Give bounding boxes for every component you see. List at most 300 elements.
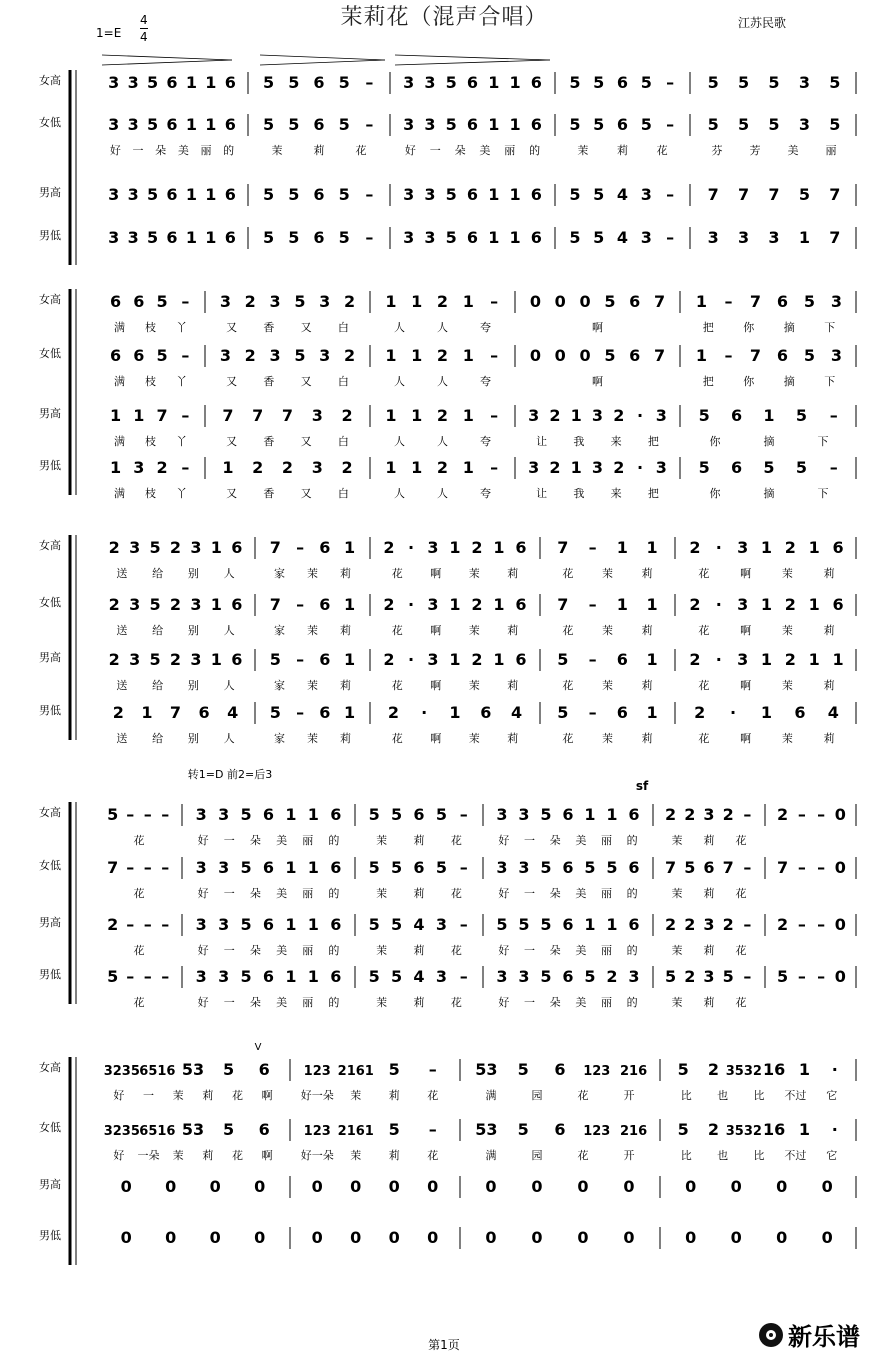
note: 2 [471,538,483,557]
note: 53 [475,1060,498,1079]
note: 1 [449,703,461,722]
note: – [428,1060,437,1079]
lyric-syllable: 的 [328,944,340,957]
note: 6516 [139,1064,176,1079]
note: – [817,915,826,934]
lyric-syllable: 花 [450,944,462,957]
note: 1 [210,538,222,557]
lyric-syllable: 好 [404,144,416,157]
note: 0 [834,858,846,877]
note: 1 [462,458,474,477]
note: 5 [593,228,605,247]
lyric-syllable: 比 [753,1089,765,1102]
note: 5 [388,1120,400,1139]
note: – [797,915,806,934]
lyric-syllable: 一 [132,144,144,157]
note: 2 [471,650,483,669]
note: 6 [562,858,574,877]
note: 6 [515,595,527,614]
note: 1 [695,292,708,311]
lyric-syllable: 丽 [601,887,612,900]
note: 2 [108,595,120,614]
lyric-syllable: 莉 [413,834,425,847]
lyric-syllable: 也 [717,1089,729,1102]
lyric-syllable: 夸 [480,487,491,500]
note: 3 [133,458,145,477]
note: 2 [694,703,706,722]
lyric-syllable: 美 [575,944,587,957]
note: 5 [557,650,569,669]
lyric-syllable: 丽 [302,996,314,1009]
note: 6 [466,228,479,247]
lyric-syllable: 茉 [671,887,683,900]
hairpin-diminuendo [395,55,550,60]
note: – [490,292,499,311]
site-logo [758,1317,860,1352]
note: 6 [628,915,640,934]
lyric-syllable: 的 [223,144,235,157]
note: 0 [388,1228,400,1247]
note: 5 [665,967,677,986]
note: 6 [330,915,342,934]
note: 1 [606,805,618,824]
lyric-syllable: 别 [187,732,199,745]
lyric-syllable: 的 [626,834,638,847]
note: 1 [411,346,423,365]
note: 5 [496,915,508,934]
note: 3 [129,650,141,669]
lyric-syllable: 一 [223,834,235,847]
note: 2 [777,805,789,824]
note: 2 [722,915,734,934]
note: 4 [827,703,839,722]
lyric-syllable: 一 [524,944,535,957]
lyric-syllable: 又 [300,321,312,334]
note: 0 [730,1177,742,1196]
lyric-syllable: 园 [531,1089,543,1102]
lyric-syllable: 花 [355,144,367,157]
note: 3 [830,346,843,365]
note: 6 [413,805,425,824]
lyric-syllable: 丽 [601,834,612,847]
note: 1 [488,73,500,92]
note: 2 [341,406,353,425]
note: 2 [784,650,796,669]
note: · [831,1060,838,1079]
note: 6 [231,595,243,614]
note: 53 [181,1120,205,1139]
note: 123 [303,1064,331,1079]
lyric-syllable: 美 [276,996,288,1009]
lyric-syllable: 人 [223,624,235,637]
voice-label: 女低 [39,1121,61,1134]
note: 5 [606,858,618,877]
lyric-syllable: 它 [826,1089,838,1102]
lyric-syllable: 花 [232,1149,243,1162]
note: 1 [110,406,122,425]
lyric-syllable: 啊 [592,321,603,334]
lyric-syllable: 美 [276,834,288,847]
key-signature: 1=E [96,26,122,40]
note: – [829,406,838,425]
note: · [407,595,415,614]
note: – [666,185,675,204]
lyric-syllable: 的 [626,944,638,957]
note: – [817,805,826,824]
note: 6 [313,115,325,134]
note: 3 [435,967,447,986]
note: 5 [445,228,457,247]
note: 6516 [139,1124,176,1139]
lyric-syllable: 丫 [176,321,187,334]
note: 5 [707,115,719,134]
lyric-syllable: 茉 [307,732,318,745]
note: 1 [808,595,820,614]
note: 6 [224,228,236,247]
lyric-syllable: 送 [116,732,128,745]
note: 5 [722,967,734,986]
lyric-syllable: 茉 [602,732,613,745]
note: 3 [628,967,640,986]
note: 2 [344,346,356,365]
note: 3 [190,538,202,557]
note: 1 [832,650,844,669]
note: 3 [640,228,652,247]
note: 6 [616,115,629,134]
note: 6 [224,73,236,92]
lyric-syllable: 茉 [376,996,388,1009]
note: 5 [738,115,750,134]
lyric-syllable: 一 [524,887,535,900]
lyric-syllable: 茉 [602,624,613,637]
note: – [817,858,826,877]
lyric-syllable: 送 [116,567,128,580]
note: – [490,346,499,365]
note: 1 [210,650,222,669]
note: 3 [403,73,415,92]
note: 3 [218,805,230,824]
lyric-syllable: 让 [536,435,548,448]
score-title: 茉莉花（混声合唱） [340,5,548,30]
lyric-syllable: 花 [450,996,462,1009]
note: 3 [218,915,230,934]
note: 6 [562,967,574,986]
lyric-syllable: 好 [113,1089,125,1102]
note: 5 [269,650,281,669]
note: 1 [344,703,356,722]
voice-label: 男高 [39,1178,61,1191]
lyric-syllable: 美 [177,144,189,157]
lyric-syllable: 下 [817,435,829,448]
note: 1 [307,858,319,877]
lyric-syllable: 的 [626,887,638,900]
note: – [143,858,152,877]
note: 1 [493,650,505,669]
note: 2 [244,292,256,311]
note: 1 [646,595,658,614]
note: 1 [646,538,658,557]
lyric-syllable: 不过 [784,1089,807,1102]
lyric-syllable: 送 [116,624,128,637]
note: 6 [413,858,425,877]
note: 1 [462,292,474,311]
note: 5 [338,228,350,247]
note: 3 [403,115,415,134]
note: 6 [628,858,640,877]
note: 0 [165,1177,177,1196]
lyric-syllable: 美 [276,944,288,957]
note: 2 [684,805,696,824]
lyric-syllable: 花 [391,624,403,637]
note: – [126,967,135,986]
note: 1 [760,595,773,614]
note: 1 [808,538,820,557]
lyric-syllable: 莉 [313,144,325,157]
note: 3 [798,115,810,134]
lyric-syllable: 花 [427,1089,439,1102]
note: 3 [518,805,530,824]
lyric-syllable: 一 [524,996,535,1009]
lyric-syllable: 好 [498,944,510,957]
lyric-syllable: 茉 [671,834,683,847]
note: 0 [554,292,566,311]
lyric-syllable: 开 [623,1089,635,1102]
note: 6 [319,538,331,557]
lyric-syllable: 开 [623,1149,635,1162]
note: 2 [784,538,796,557]
note: 2161 [337,1124,374,1139]
note: – [743,805,752,824]
note: 2 [344,292,356,311]
note: 3532 [725,1124,762,1139]
note: 3 [108,115,120,134]
note: 1 [509,115,521,134]
lyric-syllable: 人 [437,487,448,500]
voice-label: 女高 [39,806,61,819]
note: 6 [530,73,542,92]
lyric-syllable: 家 [274,567,285,580]
note: 3235 [103,1124,140,1139]
note: 3 [219,292,231,311]
note: 6 [616,703,628,722]
note: 5 [604,346,616,365]
note: 6 [776,346,789,365]
hairpin-diminuendo [102,60,232,65]
note: 5 [263,228,275,247]
note: – [724,292,733,311]
lyric-syllable: 莉 [340,567,351,580]
note: – [161,858,170,877]
note: 5 [557,703,569,722]
note: 6 [554,1120,566,1139]
note: 0 [834,805,846,824]
note: 4 [511,703,523,722]
lyric-syllable: 花 [133,996,145,1009]
note: 3 [219,346,231,365]
lyric-syllable: 满 [114,321,125,334]
note: 2 [777,915,789,934]
note: 1 [616,538,628,557]
note: 2 [689,650,701,669]
note: 5 [445,115,457,134]
lyric-syllable: 花 [562,679,574,692]
lyric-syllable: 满 [114,375,125,388]
lyric-syllable: 你 [709,487,721,500]
lyric-syllable: 朵 [155,144,167,157]
note: 1 [205,228,217,247]
note: 1 [185,228,197,247]
note: 5 [391,967,403,986]
lyric-syllable: 白 [337,487,349,500]
note: 5 [593,115,605,134]
lyric-syllable: 让 [536,487,548,500]
lyric-syllable: 茉 [376,834,388,847]
note: – [296,703,305,722]
dynamic-sf: sf [635,779,649,793]
lyric-syllable: 茉 [671,944,683,957]
note: 6 [319,595,331,614]
note: 7 [269,595,281,614]
lyric-syllable: 丽 [601,944,612,957]
note: 3 [707,228,719,247]
note: 3 [127,228,139,247]
note: 3 [108,185,120,204]
note: 5 [368,858,380,877]
note: – [143,805,152,824]
note: 216 [620,1064,648,1079]
note: 5 [149,538,161,557]
note: 0 [485,1177,497,1196]
lyric-syllable: 园 [531,1149,543,1162]
note: 5 [223,1120,235,1139]
note: 5 [798,185,810,204]
lyric-syllable: 好一朵 [300,1089,334,1102]
note: 3 [319,346,331,365]
lyric-syllable: 朵 [249,944,261,957]
lyric-syllable: 好 [498,834,510,847]
note: 7 [829,228,841,247]
note: 5 [517,1120,529,1139]
voice-label: 男低 [39,459,61,472]
lyric-syllable: 朵 [549,944,561,957]
note: 3 [703,967,715,986]
voice-label: 男低 [39,968,61,981]
note: 1 [344,650,356,669]
note: · [730,703,737,722]
voice-label: 男低 [39,229,61,242]
note: 6 [231,650,243,669]
note: 0 [577,1177,589,1196]
hairpin-diminuendo [260,60,385,65]
note: 1 [411,406,423,425]
note: 3 [427,650,439,669]
note: 1 [344,538,356,557]
note: 2 [169,595,182,614]
note: 3 [496,967,508,986]
lyric-syllable: 芬 [711,144,723,157]
note: 1 [798,1060,811,1079]
note: – [666,73,675,92]
note: 3 [195,967,207,986]
lyric-syllable: 一朵 [137,1149,160,1162]
lyric-syllable: 茉 [468,567,480,580]
voice-label: 男高 [39,186,61,199]
note: 6 [562,915,574,934]
note: 1 [110,458,122,477]
lyric-syllable: 朵 [549,996,561,1009]
note: 5 [107,967,119,986]
note: 7 [557,595,569,614]
lyric-syllable: 丽 [504,144,516,157]
note: 0 [579,346,591,365]
note: 3 [127,73,139,92]
note: · [715,595,722,614]
lyric-syllable: 美 [479,144,491,157]
note: 2 [549,406,561,425]
note: 7 [557,538,569,557]
note: 3 [798,73,810,92]
note: 6 [133,292,145,311]
lyric-syllable: 花 [133,887,145,900]
note: 3 [496,805,508,824]
lyric-syllable: 满 [114,435,125,448]
note: 2 [436,292,449,311]
note: 6 [231,538,243,557]
lyric-syllable: 茉 [307,679,318,692]
note: 3 [528,406,540,425]
lyric-syllable: 朵 [454,144,466,157]
lyric-syllable: 满 [485,1089,497,1102]
note: 0 [834,967,846,986]
note: 3 [269,346,281,365]
note: 0 [531,1228,543,1247]
note: 2 [436,346,449,365]
lyric-syllable: 枝 [145,375,156,388]
note: 7 [156,406,168,425]
note: – [490,406,499,425]
lyric-syllable: 香 [263,375,275,388]
note: 1 [449,650,461,669]
lyric-syllable: 茉 [602,679,613,692]
note: · [637,458,644,477]
note: 5 [240,858,252,877]
lyric-syllable: 莉 [340,624,351,637]
note: 6 [629,292,641,311]
note: 0 [821,1177,833,1196]
note: 2 [281,458,294,477]
note: 7 [169,703,182,722]
lyric-syllable: 花 [577,1089,589,1102]
note: 3 [129,595,141,614]
lyric-syllable: 的 [529,144,541,157]
note: 3 [218,858,230,877]
note: 6 [166,115,178,134]
lyric-syllable: 美 [787,144,799,157]
note: 1 [798,228,810,247]
lyric-syllable: 茉 [468,732,480,745]
voice-label: 女低 [39,116,61,129]
note: 4 [413,967,425,986]
note: 1 [509,228,521,247]
lyric-syllable: 别 [187,624,199,637]
note: 0 [350,1228,362,1247]
lyric-syllable: 夸 [480,321,491,334]
note: – [588,595,597,614]
lyric-syllable: 茉 [307,624,318,637]
note: 0 [165,1228,177,1247]
note: 1 [570,458,582,477]
note: 5 [540,858,552,877]
